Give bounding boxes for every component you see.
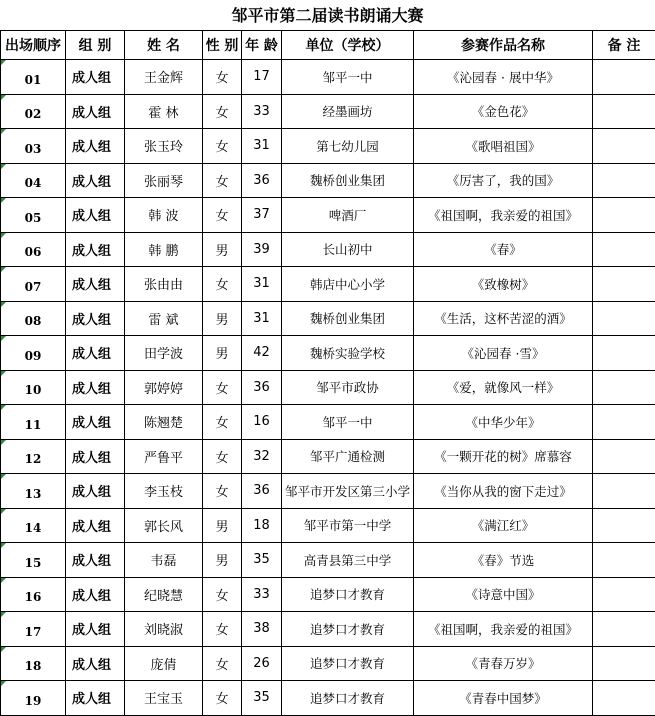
cell-marker-icon xyxy=(1,405,6,410)
age-cell[interactable]: 16 xyxy=(242,405,282,440)
name-cell[interactable]: 纪晓慧 xyxy=(125,577,203,612)
name-cell[interactable]: 刘晓淑 xyxy=(125,612,203,647)
unit-cell[interactable]: 经墨画坊 xyxy=(282,94,414,129)
cell-marker-icon xyxy=(1,336,6,341)
unit-cell[interactable]: 追梦口才教育 xyxy=(282,577,414,612)
unit-cell[interactable]: 韩店中心小学 xyxy=(282,267,414,302)
name-cell[interactable]: 郭长风 xyxy=(125,508,203,543)
note-cell[interactable] xyxy=(593,681,655,716)
cell-marker-icon xyxy=(1,267,6,272)
name-cell[interactable]: 严鲁平 xyxy=(125,439,203,474)
note-cell[interactable] xyxy=(593,646,655,681)
gender-cell[interactable]: 男 xyxy=(203,301,242,336)
group-cell[interactable]: 成人组 xyxy=(66,577,125,612)
age-cell[interactable]: 31 xyxy=(242,129,282,164)
work-cell[interactable]: 《厉害了，我的国》 xyxy=(414,163,593,198)
unit-cell[interactable]: 邹平广通检测 xyxy=(282,439,414,474)
group-cell[interactable]: 成人组 xyxy=(66,336,125,371)
order-label: 16 xyxy=(25,590,42,604)
unit-cell[interactable]: 追梦口才教育 xyxy=(282,681,414,716)
gender-cell[interactable]: 女 xyxy=(203,646,242,681)
note-cell[interactable] xyxy=(593,198,655,233)
sheet-title: 邹平市第二届读书朗诵大赛 xyxy=(0,0,655,31)
cell-marker-icon xyxy=(1,612,6,617)
header-unit[interactable]: 单位（学校） xyxy=(282,31,414,60)
cell-marker-icon xyxy=(1,129,6,134)
gender-cell[interactable]: 女 xyxy=(203,612,242,647)
table-row xyxy=(1,336,655,371)
age-cell[interactable]: 31 xyxy=(242,267,282,302)
cell-marker-icon xyxy=(1,440,6,445)
gender-cell[interactable]: 女 xyxy=(203,94,242,129)
work-cell[interactable]: 《祖国啊，我亲爱的祖国》 xyxy=(414,198,593,233)
header-work[interactable]: 参赛作品名称 xyxy=(414,31,593,60)
header-group[interactable]: 组 别 xyxy=(66,31,125,60)
work-cell[interactable]: 《金色花》 xyxy=(414,94,593,129)
gender-cell[interactable]: 女 xyxy=(203,474,242,509)
gender-cell[interactable]: 女 xyxy=(203,405,242,440)
order-cell[interactable] xyxy=(1,474,66,509)
group-cell[interactable]: 成人组 xyxy=(66,646,125,681)
order-label: 05 xyxy=(25,211,42,225)
note-cell[interactable] xyxy=(593,267,655,302)
name-cell[interactable]: 庞倩 xyxy=(125,646,203,681)
table-row xyxy=(1,301,655,336)
age-cell[interactable]: 35 xyxy=(242,681,282,716)
unit-cell[interactable]: 啤酒厂 xyxy=(282,198,414,233)
name-cell[interactable]: 韩 波 xyxy=(125,198,203,233)
gender-cell[interactable]: 男 xyxy=(203,336,242,371)
table-row xyxy=(1,474,655,509)
order-cell[interactable] xyxy=(1,198,66,233)
group-cell[interactable]: 成人组 xyxy=(66,439,125,474)
table-row xyxy=(1,232,655,267)
note-cell[interactable] xyxy=(593,370,655,405)
unit-cell[interactable]: 长山初中 xyxy=(282,232,414,267)
note-cell[interactable] xyxy=(593,474,655,509)
header-gender[interactable]: 性 别 xyxy=(203,31,242,60)
name-cell[interactable]: 张玉玲 xyxy=(125,129,203,164)
work-cell[interactable]: 《诗意中国》 xyxy=(414,577,593,612)
table-row xyxy=(1,60,655,95)
header-order[interactable]: 出场顺序 xyxy=(1,31,66,60)
note-cell[interactable] xyxy=(593,577,655,612)
note-cell[interactable] xyxy=(593,232,655,267)
order-cell[interactable] xyxy=(1,646,66,681)
name-cell[interactable]: 张由由 xyxy=(125,267,203,302)
order-cell[interactable] xyxy=(1,60,66,95)
order-cell[interactable] xyxy=(1,301,66,336)
unit-cell[interactable]: 第七幼儿园 xyxy=(282,129,414,164)
order-label: 15 xyxy=(25,556,42,570)
age-cell[interactable]: 38 xyxy=(242,612,282,647)
work-cell[interactable]: 《春》节选 xyxy=(414,543,593,578)
unit-cell[interactable]: 邹平市第一中学 xyxy=(282,508,414,543)
age-cell[interactable]: 36 xyxy=(242,370,282,405)
work-cell[interactable]: 《当你从我的窗下走过》 xyxy=(414,474,593,509)
group-cell[interactable]: 成人组 xyxy=(66,474,125,509)
table-row xyxy=(1,543,655,578)
gender-cell[interactable]: 男 xyxy=(203,508,242,543)
group-cell[interactable]: 成人组 xyxy=(66,612,125,647)
unit-cell[interactable]: 魏桥实验学校 xyxy=(282,336,414,371)
cell-marker-icon xyxy=(1,647,6,652)
age-cell[interactable]: 31 xyxy=(242,301,282,336)
order-label: 09 xyxy=(25,349,42,363)
group-cell[interactable]: 成人组 xyxy=(66,405,125,440)
order-label: 17 xyxy=(25,625,42,639)
cell-marker-icon xyxy=(1,509,6,514)
age-cell[interactable]: 37 xyxy=(242,198,282,233)
age-cell[interactable]: 36 xyxy=(242,474,282,509)
order-label: 04 xyxy=(25,176,42,190)
table-row xyxy=(1,405,655,440)
order-cell[interactable] xyxy=(1,232,66,267)
work-cell[interactable]: 《一颗开花的树》席慕容 xyxy=(414,439,593,474)
note-cell[interactable] xyxy=(593,405,655,440)
order-label: 03 xyxy=(25,142,42,156)
unit-cell[interactable]: 魏桥创业集团 xyxy=(282,163,414,198)
group-cell[interactable]: 成人组 xyxy=(66,267,125,302)
order-label: 18 xyxy=(25,659,42,673)
order-label: 06 xyxy=(25,245,42,259)
gender-cell[interactable]: 女 xyxy=(203,163,242,198)
note-cell[interactable] xyxy=(593,129,655,164)
work-cell[interactable]: 《中华少年》 xyxy=(414,405,593,440)
gender-cell[interactable]: 女 xyxy=(203,129,242,164)
order-label: 08 xyxy=(25,314,42,328)
age-cell[interactable]: 32 xyxy=(242,439,282,474)
order-cell[interactable] xyxy=(1,405,66,440)
order-label: 11 xyxy=(25,418,42,432)
group-cell[interactable]: 成人组 xyxy=(66,60,125,95)
order-label: 10 xyxy=(25,383,42,397)
note-cell[interactable] xyxy=(593,439,655,474)
table-row xyxy=(1,508,655,543)
order-label: 12 xyxy=(25,452,42,466)
table-row xyxy=(1,94,655,129)
cell-marker-icon xyxy=(1,474,6,479)
name-cell[interactable]: 王宝玉 xyxy=(125,681,203,716)
note-cell[interactable] xyxy=(593,543,655,578)
age-cell[interactable]: 42 xyxy=(242,336,282,371)
work-cell[interactable]: 《祖国啊，我亲爱的祖国》 xyxy=(414,612,593,647)
table-row xyxy=(1,646,655,681)
name-cell[interactable]: 陈翘楚 xyxy=(125,405,203,440)
header-row xyxy=(1,31,655,60)
gender-cell[interactable]: 女 xyxy=(203,267,242,302)
work-cell[interactable]: 《沁园春 ·雪》 xyxy=(414,336,593,371)
age-cell[interactable]: 17 xyxy=(242,60,282,95)
table-row xyxy=(1,370,655,405)
name-cell[interactable]: 雷 斌 xyxy=(125,301,203,336)
order-label: 01 xyxy=(25,73,42,87)
gender-cell[interactable]: 女 xyxy=(203,681,242,716)
age-cell[interactable]: 36 xyxy=(242,163,282,198)
unit-cell[interactable]: 邹平市政协 xyxy=(282,370,414,405)
header-note[interactable]: 备 注 xyxy=(593,31,655,60)
work-cell[interactable]: 《春》 xyxy=(414,232,593,267)
unit-cell[interactable]: 魏桥创业集团 xyxy=(282,301,414,336)
note-cell[interactable] xyxy=(593,301,655,336)
table-row xyxy=(1,577,655,612)
work-cell[interactable]: 《满江红》 xyxy=(414,508,593,543)
unit-cell[interactable]: 邹平市开发区第三小学 xyxy=(282,474,414,509)
name-cell[interactable]: 田学波 xyxy=(125,336,203,371)
order-label: 13 xyxy=(25,487,42,501)
note-cell[interactable] xyxy=(593,94,655,129)
age-cell[interactable]: 33 xyxy=(242,577,282,612)
age-cell[interactable]: 35 xyxy=(242,543,282,578)
order-cell[interactable] xyxy=(1,439,66,474)
age-cell[interactable]: 18 xyxy=(242,508,282,543)
gender-cell[interactable]: 男 xyxy=(203,543,242,578)
gender-cell[interactable]: 女 xyxy=(203,577,242,612)
table-row xyxy=(1,129,655,164)
note-cell[interactable] xyxy=(593,612,655,647)
group-cell[interactable]: 成人组 xyxy=(66,232,125,267)
order-cell[interactable] xyxy=(1,543,66,578)
order-cell[interactable] xyxy=(1,370,66,405)
table-row xyxy=(1,612,655,647)
group-cell[interactable]: 成人组 xyxy=(66,681,125,716)
gender-cell[interactable]: 女 xyxy=(203,370,242,405)
group-cell[interactable]: 成人组 xyxy=(66,198,125,233)
cell-marker-icon xyxy=(1,578,6,583)
group-cell[interactable]: 成人组 xyxy=(66,543,125,578)
header-name[interactable]: 姓 名 xyxy=(125,31,203,60)
work-cell[interactable]: 《青春中国梦》 xyxy=(414,681,593,716)
contestant-table xyxy=(0,31,655,716)
cell-marker-icon xyxy=(1,371,6,376)
table-row xyxy=(1,439,655,474)
cell-marker-icon xyxy=(1,95,6,100)
note-cell[interactable] xyxy=(593,60,655,95)
cell-marker-icon xyxy=(1,60,6,65)
name-cell[interactable]: 张丽琴 xyxy=(125,163,203,198)
group-cell[interactable]: 成人组 xyxy=(66,301,125,336)
cell-marker-icon xyxy=(1,198,6,203)
table-row xyxy=(1,163,655,198)
group-cell[interactable]: 成人组 xyxy=(66,129,125,164)
group-cell[interactable]: 成人组 xyxy=(66,508,125,543)
cell-marker-icon xyxy=(1,302,6,307)
gender-cell[interactable]: 女 xyxy=(203,198,242,233)
group-cell[interactable]: 成人组 xyxy=(66,370,125,405)
cell-marker-icon xyxy=(1,543,6,548)
age-cell[interactable]: 33 xyxy=(242,94,282,129)
work-cell[interactable]: 《沁园春 · 展中华》 xyxy=(414,60,593,95)
gender-cell[interactable]: 男 xyxy=(203,232,242,267)
work-cell[interactable]: 《生活，这杯苦涩的酒》 xyxy=(414,301,593,336)
order-cell[interactable] xyxy=(1,577,66,612)
order-cell[interactable] xyxy=(1,129,66,164)
cell-marker-icon xyxy=(1,164,6,169)
table-row xyxy=(1,267,655,302)
work-cell[interactable]: 《歌唱祖国》 xyxy=(414,129,593,164)
group-cell[interactable]: 成人组 xyxy=(66,163,125,198)
age-cell[interactable]: 39 xyxy=(242,232,282,267)
order-cell[interactable] xyxy=(1,94,66,129)
name-cell[interactable]: 郭婷婷 xyxy=(125,370,203,405)
work-cell[interactable]: 《青春万岁》 xyxy=(414,646,593,681)
order-cell[interactable] xyxy=(1,508,66,543)
order-cell[interactable] xyxy=(1,681,66,716)
work-cell[interactable]: 《爱，就像风一样》 xyxy=(414,370,593,405)
name-cell[interactable]: 韦磊 xyxy=(125,543,203,578)
order-cell[interactable] xyxy=(1,336,66,371)
unit-cell[interactable]: 追梦口才教育 xyxy=(282,646,414,681)
order-label: 14 xyxy=(25,521,42,535)
gender-cell[interactable]: 女 xyxy=(203,439,242,474)
group-cell[interactable]: 成人组 xyxy=(66,94,125,129)
note-cell[interactable] xyxy=(593,508,655,543)
order-cell[interactable] xyxy=(1,267,66,302)
note-cell[interactable] xyxy=(593,163,655,198)
unit-cell[interactable]: 高青县第三中学 xyxy=(282,543,414,578)
name-cell[interactable]: 韩 鹏 xyxy=(125,232,203,267)
unit-cell[interactable]: 追梦口才教育 xyxy=(282,612,414,647)
order-label: 19 xyxy=(25,694,42,708)
note-cell[interactable] xyxy=(593,336,655,371)
cell-marker-icon xyxy=(1,681,6,686)
unit-cell[interactable]: 邹平一中 xyxy=(282,405,414,440)
table-row xyxy=(1,198,655,233)
table-row xyxy=(1,681,655,716)
header-age[interactable]: 年 龄 xyxy=(242,31,282,60)
order-cell[interactable] xyxy=(1,612,66,647)
name-cell[interactable]: 王金辉 xyxy=(125,60,203,95)
age-cell[interactable]: 26 xyxy=(242,646,282,681)
order-label: 02 xyxy=(25,107,42,121)
name-cell[interactable]: 霍 林 xyxy=(125,94,203,129)
name-cell[interactable]: 李玉枝 xyxy=(125,474,203,509)
order-label: 07 xyxy=(25,280,42,294)
unit-cell[interactable]: 邹平一中 xyxy=(282,60,414,95)
cell-marker-icon xyxy=(1,233,6,238)
order-cell[interactable] xyxy=(1,163,66,198)
gender-cell[interactable]: 女 xyxy=(203,60,242,95)
work-cell[interactable]: 《致橡树》 xyxy=(414,267,593,302)
